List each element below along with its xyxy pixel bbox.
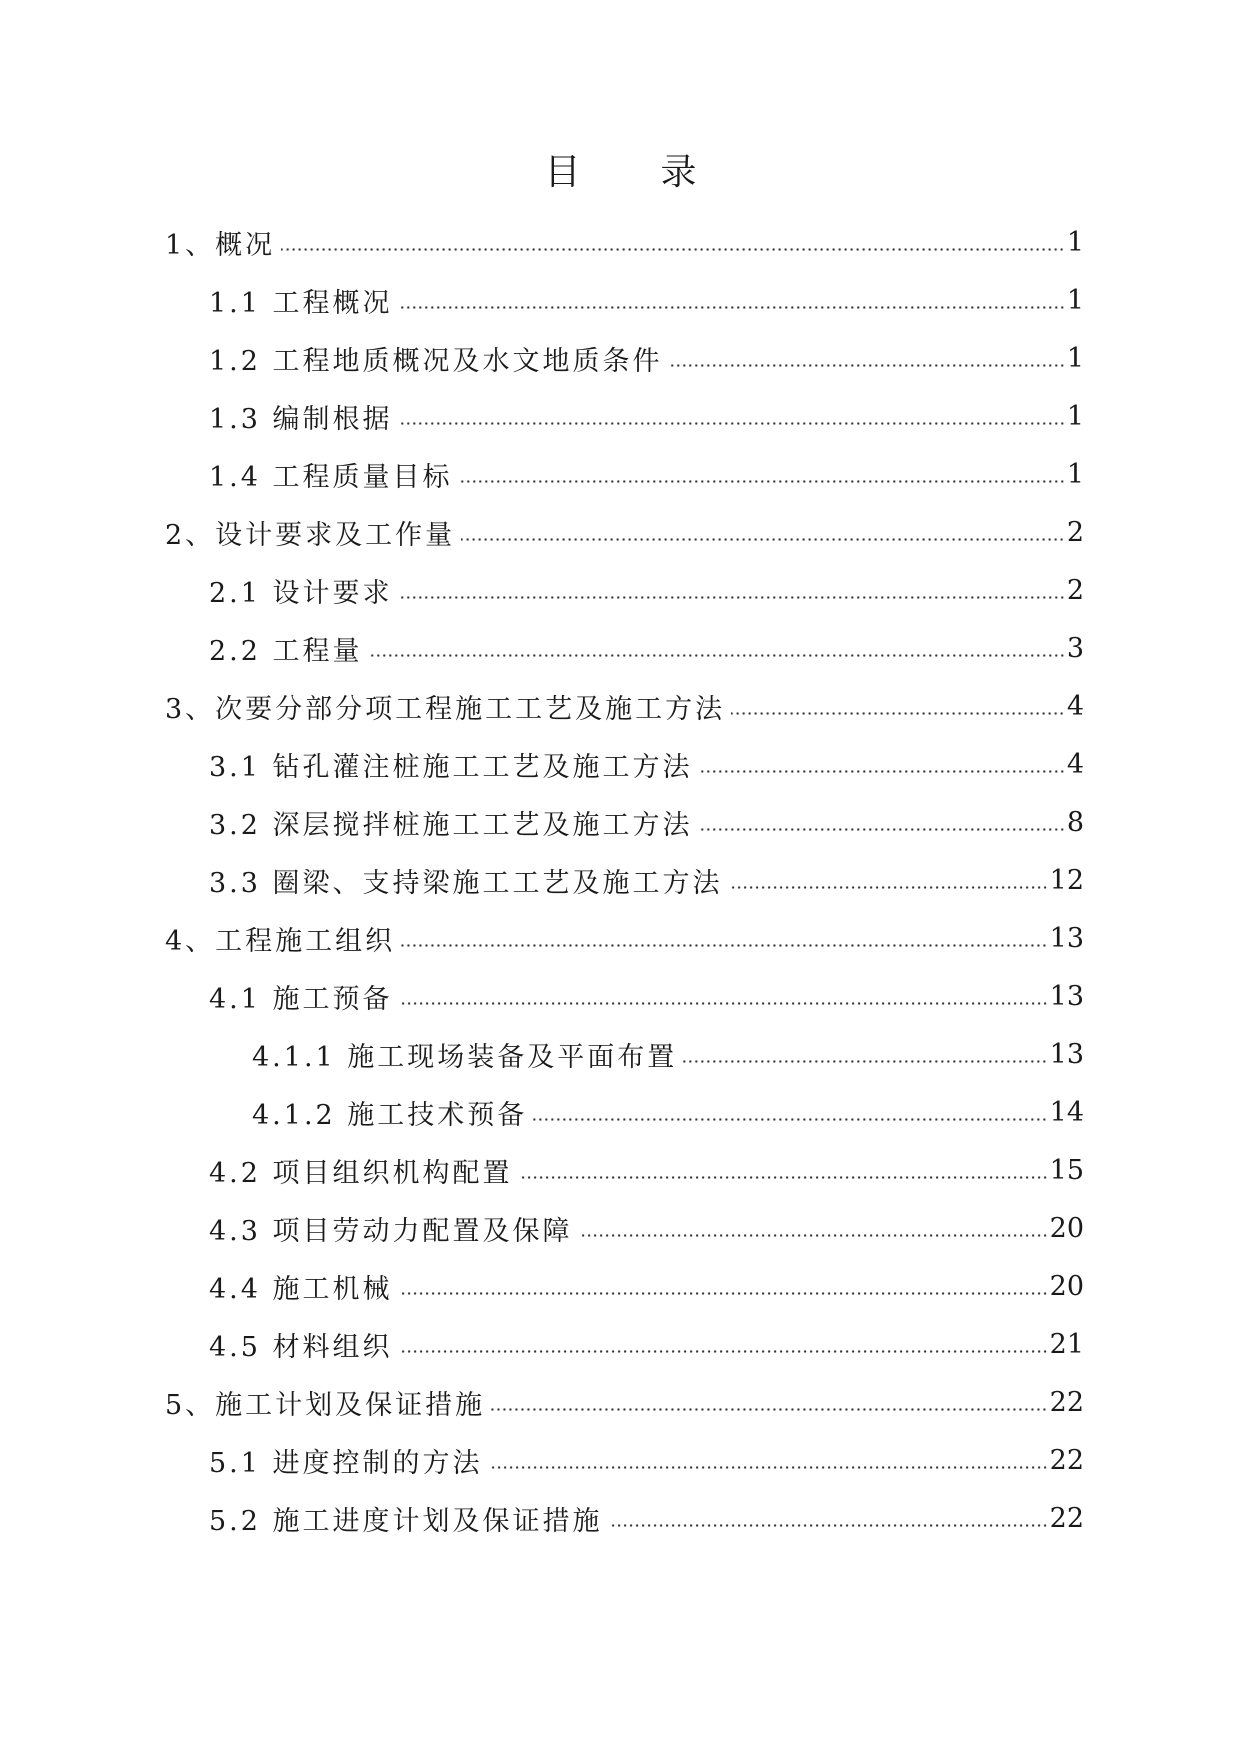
toc-entry-line bbox=[0, 1373, 1084, 1431]
dot-leader bbox=[459, 480, 1065, 483]
toc-entry-line bbox=[0, 619, 1084, 677]
toc-entry-title: 3.3 圈梁、支持梁施工工艺及施工方法 bbox=[209, 867, 723, 899]
toc-entry-title: 3.1 钻孔灌注桩施工工艺及施工方法 bbox=[209, 751, 693, 783]
toc-entry-title: 5.1 进度控制的方法 bbox=[209, 1447, 483, 1479]
toc-entry-line bbox=[0, 271, 1084, 329]
dot-leader bbox=[399, 1350, 1048, 1353]
toc-entry[interactable] bbox=[0, 329, 1241, 387]
dot-leader bbox=[399, 306, 1065, 309]
dot-leader bbox=[729, 886, 1048, 889]
toc-entry-title: 1.1 工程概况 bbox=[209, 287, 393, 319]
toc-entry[interactable] bbox=[0, 619, 1241, 677]
toc-entry[interactable] bbox=[0, 1315, 1241, 1373]
toc-entry-title: 1.3 编制根据 bbox=[209, 403, 393, 435]
toc-entry-line bbox=[0, 1431, 1084, 1489]
toc-entry[interactable] bbox=[0, 1199, 1241, 1257]
dot-leader bbox=[281, 248, 1065, 251]
toc-entry-line bbox=[0, 1083, 1084, 1141]
toc-entry-title: 1.2 工程地质概况及水文地质条件 bbox=[209, 345, 663, 377]
dot-leader bbox=[399, 1002, 1048, 1005]
toc-entry-page-number: 20 bbox=[1049, 1270, 1084, 1302]
dot-leader bbox=[401, 944, 1047, 947]
toc-entry[interactable] bbox=[0, 1141, 1241, 1199]
toc-list bbox=[0, 213, 1241, 1547]
toc-entry-title: 4.1 施工预备 bbox=[209, 983, 393, 1015]
toc-entry-line bbox=[0, 561, 1084, 619]
dot-leader bbox=[579, 1234, 1048, 1237]
toc-entry[interactable] bbox=[0, 793, 1241, 851]
dot-leader bbox=[399, 1292, 1048, 1295]
toc-entry-page-number: 22 bbox=[1049, 1386, 1084, 1418]
toc-entry[interactable] bbox=[0, 1083, 1241, 1141]
toc-entry-line bbox=[0, 967, 1084, 1025]
toc-entry[interactable] bbox=[0, 735, 1241, 793]
toc-entry-title: 4.1.2 施工技术预备 bbox=[252, 1099, 528, 1131]
toc-entry-line bbox=[0, 329, 1084, 387]
toc-entry-line bbox=[0, 445, 1084, 503]
toc-entry[interactable] bbox=[0, 851, 1241, 909]
toc-entry-line bbox=[0, 851, 1084, 909]
toc-entry[interactable] bbox=[0, 677, 1241, 735]
toc-entry[interactable] bbox=[0, 1373, 1241, 1431]
dot-leader bbox=[699, 770, 1065, 773]
toc-entry-line bbox=[0, 735, 1084, 793]
dot-leader bbox=[399, 422, 1065, 425]
toc-entry-title: 3、次要分部分项工程施工工艺及施工方法 bbox=[165, 693, 726, 725]
toc-entry-page-number: 14 bbox=[1049, 1096, 1084, 1128]
toc-entry-line bbox=[0, 1199, 1084, 1257]
dot-leader bbox=[519, 1176, 1048, 1179]
toc-entry-page-number: 3 bbox=[1066, 632, 1084, 664]
toc-entry[interactable] bbox=[0, 271, 1241, 329]
toc-entry-title: 3.2 深层搅拌桩施工工艺及施工方法 bbox=[209, 809, 693, 841]
dot-leader bbox=[533, 1118, 1047, 1121]
toc-entry-title: 5.2 施工进度计划及保证措施 bbox=[209, 1505, 603, 1537]
toc-entry-line bbox=[0, 677, 1084, 735]
toc-entry[interactable] bbox=[0, 561, 1241, 619]
toc-entry-page-number: 13 bbox=[1049, 980, 1084, 1012]
dot-leader bbox=[609, 1524, 1048, 1527]
toc-entry[interactable] bbox=[0, 1489, 1241, 1547]
toc-entry-title: 2、设计要求及工作量 bbox=[165, 519, 456, 551]
toc-entry[interactable] bbox=[0, 1431, 1241, 1489]
toc-entry-title: 2.1 设计要求 bbox=[209, 577, 393, 609]
toc-entry-page-number: 13 bbox=[1049, 922, 1084, 954]
toc-entry-title: 4.4 施工机械 bbox=[209, 1273, 393, 1305]
toc-entry-title: 1、概况 bbox=[165, 229, 276, 261]
toc-entry-page-number: 21 bbox=[1049, 1328, 1084, 1360]
toc-title-right-char: 录 bbox=[660, 152, 697, 193]
toc-entry-line bbox=[0, 503, 1084, 561]
toc-entry-page-number: 22 bbox=[1049, 1444, 1084, 1476]
toc-entry[interactable] bbox=[0, 503, 1241, 561]
dot-leader bbox=[461, 538, 1065, 541]
toc-entry-title: 2.2 工程量 bbox=[209, 635, 363, 667]
toc-entry-title: 4.3 项目劳动力配置及保障 bbox=[209, 1215, 573, 1247]
toc-entry-page-number: 12 bbox=[1049, 864, 1084, 896]
toc-entry-line bbox=[0, 1489, 1084, 1547]
toc-entry-page-number: 15 bbox=[1049, 1154, 1084, 1186]
toc-entry-title: 1.4 工程质量目标 bbox=[209, 461, 453, 493]
dot-leader bbox=[399, 596, 1065, 599]
toc-entry-page-number: 20 bbox=[1049, 1212, 1084, 1244]
toc-entry-page-number: 13 bbox=[1049, 1038, 1084, 1070]
toc-entry-page-number: 4 bbox=[1066, 748, 1084, 780]
toc-entry-page-number: 2 bbox=[1066, 516, 1084, 548]
dot-leader bbox=[489, 1466, 1048, 1469]
dot-leader bbox=[683, 1060, 1047, 1063]
toc-entry-line bbox=[0, 387, 1084, 445]
toc-entry-page-number: 4 bbox=[1066, 690, 1084, 722]
dot-leader bbox=[699, 828, 1065, 831]
toc-entry-line bbox=[0, 1315, 1084, 1373]
toc-title bbox=[0, 148, 1241, 198]
toc-entry-page-number: 1 bbox=[1066, 458, 1084, 490]
toc-entry[interactable] bbox=[0, 1025, 1241, 1083]
toc-entry-page-number: 1 bbox=[1066, 284, 1084, 316]
toc-entry[interactable] bbox=[0, 445, 1241, 503]
toc-entry-line bbox=[0, 1025, 1084, 1083]
toc-entry-page-number: 1 bbox=[1066, 400, 1084, 432]
toc-entry-title: 4、工程施工组织 bbox=[165, 925, 396, 957]
toc-entry-title: 4.1.1 施工现场装备及平面布置 bbox=[252, 1041, 678, 1073]
toc-entry-page-number: 1 bbox=[1066, 342, 1084, 374]
toc-entry[interactable] bbox=[0, 909, 1241, 967]
toc-entry[interactable] bbox=[0, 967, 1241, 1025]
dot-leader bbox=[731, 712, 1065, 715]
toc-entry-line bbox=[0, 793, 1084, 851]
dot-leader bbox=[491, 1408, 1047, 1411]
toc-title-left-char: 目 bbox=[544, 152, 581, 193]
toc-entry[interactable] bbox=[0, 387, 1241, 445]
toc-entry-title: 4.2 项目组织机构配置 bbox=[209, 1157, 513, 1189]
toc-entry-line bbox=[0, 909, 1084, 967]
toc-entry-title: 4.5 材料组织 bbox=[209, 1331, 393, 1363]
toc-entry-title: 5、施工计划及保证措施 bbox=[165, 1389, 486, 1421]
toc-entry-page-number: 2 bbox=[1066, 574, 1084, 606]
toc-entry[interactable] bbox=[0, 1257, 1241, 1315]
dot-leader bbox=[669, 364, 1065, 367]
toc-entry[interactable] bbox=[0, 213, 1241, 271]
toc-entry-page-number: 22 bbox=[1049, 1502, 1084, 1534]
toc-entry-line bbox=[0, 1141, 1084, 1199]
toc-entry-line bbox=[0, 213, 1084, 271]
dot-leader bbox=[369, 654, 1065, 657]
toc-entry-line bbox=[0, 1257, 1084, 1315]
toc-entry-page-number: 8 bbox=[1066, 806, 1084, 838]
toc-entry-page-number: 1 bbox=[1066, 226, 1084, 258]
